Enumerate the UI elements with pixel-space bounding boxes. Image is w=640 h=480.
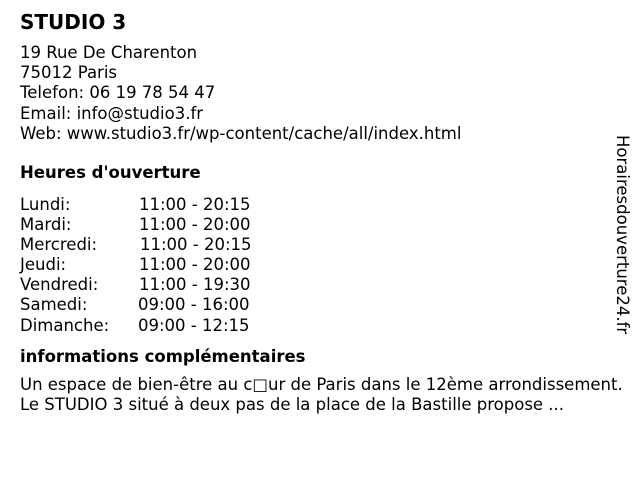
hours-table bbox=[20, 195, 620, 336]
hours-day: Jeudi: bbox=[20, 255, 67, 275]
hours-time: 11:00 - 20:15 bbox=[139, 195, 251, 215]
address-line-2: 75012 Paris bbox=[20, 63, 118, 83]
hours-row-monday bbox=[20, 195, 620, 215]
description-text: Un espace de bien-être au c□ur de Paris dans le 12ème arrondissement. Le STUDIO 3 situé à deux pas de la place de la Bastille propose ... bbox=[20, 374, 623, 415]
hours-row-friday bbox=[20, 275, 620, 295]
hours-row-saturday bbox=[20, 295, 620, 315]
hours-time: 11:00 - 20:00 bbox=[139, 255, 251, 275]
hours-day: Mardi: bbox=[20, 215, 72, 235]
business-name: STUDIO 3 bbox=[20, 10, 127, 34]
site-watermark: Horairesdouverture24.fr bbox=[613, 135, 632, 335]
hours-day: Mercredi: bbox=[20, 235, 98, 255]
hours-row-tuesday bbox=[20, 215, 620, 235]
hours-day: Dimanche: bbox=[20, 315, 110, 335]
web-line: Web: www.studio3.fr/wp-content/cache/all/index.html bbox=[20, 123, 462, 143]
hours-time: 11:00 - 20:00 bbox=[139, 215, 251, 235]
email-line: Email: info@studio3.fr bbox=[20, 103, 204, 123]
info-heading: informations complémentaires bbox=[20, 346, 306, 366]
hours-day: Vendredi: bbox=[20, 275, 99, 295]
hours-time: 09:00 - 16:00 bbox=[138, 295, 250, 315]
hours-row-thursday bbox=[20, 255, 620, 275]
hours-row-sunday bbox=[20, 316, 620, 336]
hours-time: 09:00 - 12:15 bbox=[138, 315, 250, 335]
hours-day: Lundi: bbox=[20, 195, 71, 215]
hours-row-wednesday bbox=[20, 235, 620, 255]
address-line-1: 19 Rue De Charenton bbox=[20, 43, 198, 62]
hours-time: 11:00 - 19:30 bbox=[139, 275, 251, 295]
phone-line: Telefon: 06 19 78 54 47 bbox=[20, 83, 216, 103]
hours-heading: Heures d'ouverture bbox=[20, 163, 201, 183]
hours-day: Samedi: bbox=[20, 295, 88, 315]
hours-time: 11:00 - 20:15 bbox=[140, 235, 252, 255]
